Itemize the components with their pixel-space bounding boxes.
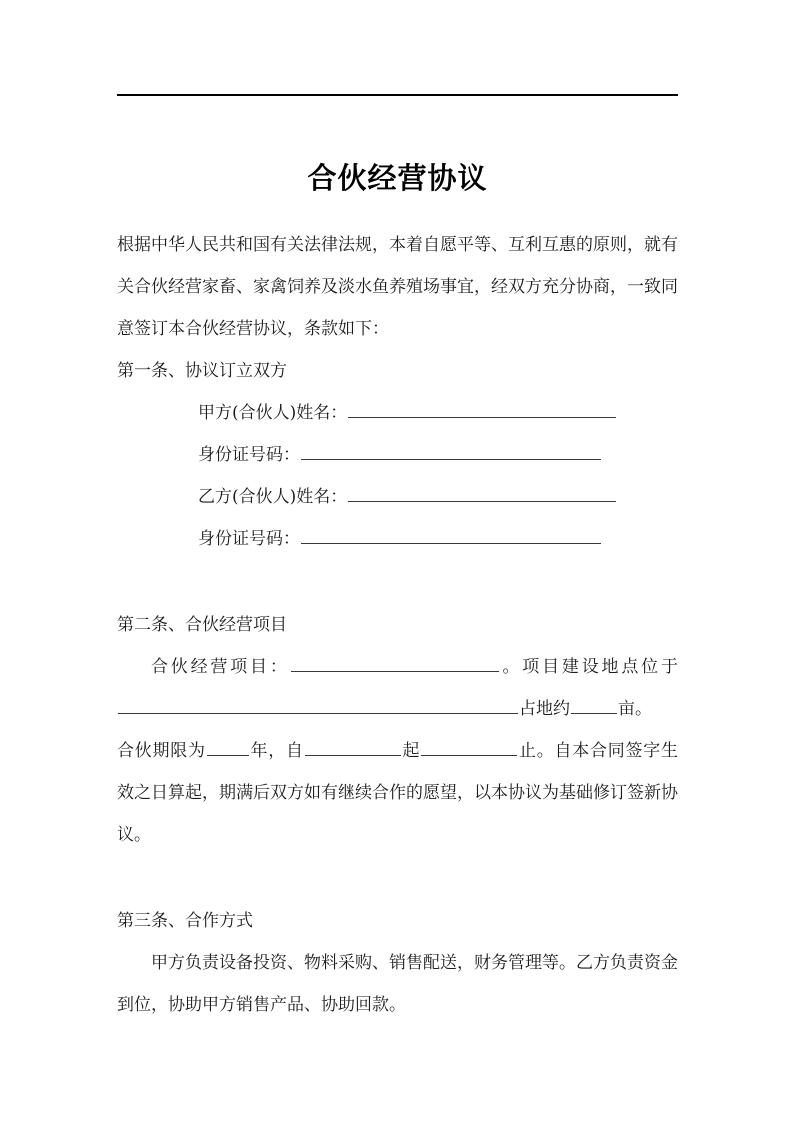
field-label-party-b-id: 身份证号码： <box>198 529 300 549</box>
preamble-paragraph: 根据中华人民共和国有关法律法规，本着自愿平等、互利互惠的原则，就有关合伙经营家畜、家禽饲养及淡水鱼养殖场事宜，经双方充分协商，一致同意签订本合伙经营协议，条款如下： <box>117 235 678 339</box>
section-heading-2: 第二条、合伙经营项目 <box>117 615 287 635</box>
term-years-blank[interactable] <box>207 738 249 756</box>
field-label-party-a-id: 身份证号码： <box>198 445 300 465</box>
header-rule <box>117 94 678 96</box>
term-unit: 年，自 <box>249 741 304 761</box>
field-blank-party-b-name[interactable] <box>348 484 616 502</box>
term-prefix: 合伙期限为 <box>117 741 206 761</box>
term-mid: 起 <box>401 741 421 761</box>
project-blank[interactable] <box>291 654 499 672</box>
cooperation-paragraph: 甲方负责设备投资、物料采购、销售配送，财务管理等。乙方负责资金到位，协助甲方销售产品、协助回款。 <box>117 953 678 1015</box>
term-end-blank[interactable] <box>421 738 517 756</box>
location-blank[interactable] <box>118 696 518 714</box>
field-row-party-a-id <box>117 434 678 476</box>
project-tail: 。项目建设地点位于 <box>499 657 678 677</box>
area-blank[interactable] <box>571 696 617 714</box>
section-heading-3: 第三条、合作方式 <box>117 911 253 931</box>
field-blank-party-a-name[interactable] <box>348 400 616 418</box>
document-body <box>117 224 678 1026</box>
field-row-party-b-name <box>117 476 678 518</box>
area-label: 占地约 <box>519 699 570 719</box>
page-title: 合伙经营协议 <box>307 161 488 196</box>
area-unit: 亩。 <box>618 699 652 719</box>
field-label-party-b-name: 乙方(合伙人)姓名： <box>198 487 348 507</box>
field-row-party-a-name <box>117 392 678 434</box>
field-label-party-a-name: 甲方(合伙人)姓名： <box>198 403 348 423</box>
project-label: 合伙经营项目： <box>151 657 290 677</box>
field-row-party-b-id <box>117 518 678 560</box>
section-heading-1: 第一条、协议订立双方 <box>117 361 287 381</box>
field-blank-party-a-id[interactable] <box>301 442 601 460</box>
term-start-blank[interactable] <box>305 738 401 756</box>
term-end-text: 止。自本合同签字生效之日算起，期满后双方如有继续合作的愿望，以本协议为基础修订签新协议。 <box>117 741 678 845</box>
project-paragraph <box>117 646 678 730</box>
field-blank-party-b-id[interactable] <box>301 526 601 544</box>
term-paragraph <box>117 730 678 856</box>
